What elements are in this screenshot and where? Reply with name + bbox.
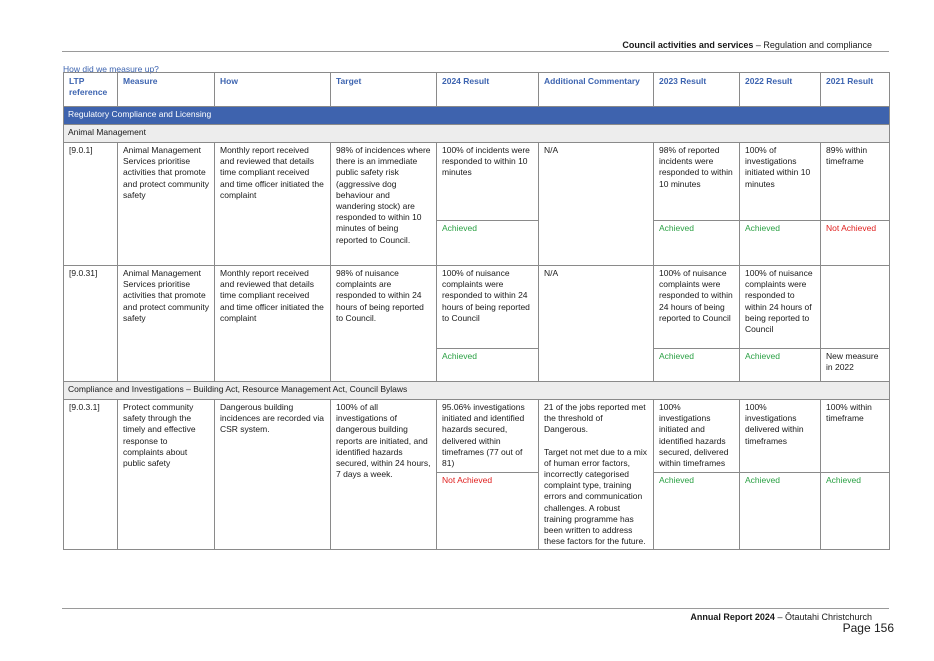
- col-how: How: [215, 73, 331, 107]
- col-2023-result: 2023 Result: [654, 73, 740, 107]
- col-additional-commentary: Additional Commentary: [539, 73, 654, 107]
- cell-2024-result: 100% of incidents were responded to within 10 minutes: [437, 143, 539, 221]
- cell-commentary: N/A: [539, 266, 654, 382]
- group-row-animal: [64, 125, 890, 143]
- cell-ref: [9.0.31]: [64, 266, 118, 382]
- status-2024: Achieved: [437, 349, 539, 382]
- col-ltp-reference: LTP reference: [64, 73, 118, 107]
- cell-how: Monthly report received and reviewed that details time compliant received and time officer initiated the complaint: [215, 266, 331, 382]
- cell-target: 98% of nuisance complaints are responded to within 24 hours of being reported to Council.: [331, 266, 437, 382]
- cell-measure: Animal Management Services prioritise activities that promote and protect community safety: [118, 143, 215, 266]
- cell-2023-result: 100% of nuisance complaints were responded to within 24 hours of being reported to Council: [654, 266, 740, 349]
- cell-ref: [9.0.3.1]: [64, 400, 118, 550]
- col-2021-result: 2021 Result: [821, 73, 890, 107]
- status-2023: Achieved: [654, 349, 740, 382]
- header-rule: [62, 51, 889, 52]
- cell-target: 100% of all investigations of dangerous building reports are initiated, and identified hazards secured, within 24 hours, 7 days a week.: [331, 400, 437, 550]
- cell-ref: [9.0.1]: [64, 143, 118, 266]
- cell-2021-result: 89% within timeframe: [821, 143, 890, 221]
- header-subsection: – Regulation and compliance: [753, 40, 872, 50]
- cell-2024-result: 100% of nuisance complaints were responded to within 24 hours of being reported to Council: [437, 266, 539, 349]
- cell-2022-result: 100% of investigations initiated within 10 minutes: [740, 143, 821, 221]
- status-2021: New measure in 2022: [821, 349, 890, 382]
- group-animal-management: Animal Management: [64, 125, 890, 143]
- cell-commentary: [539, 400, 654, 550]
- group-compliance-investigations: Compliance and Investigations – Building Act, Resource Management Act, Council Bylaws: [64, 382, 890, 400]
- status-2022: Achieved: [740, 221, 821, 266]
- cell-2021-result: 100% within timeframe: [821, 400, 890, 473]
- cell-2022-result: 100% investigations delivered within timeframes: [740, 400, 821, 473]
- cell-2021-result: [821, 266, 890, 349]
- cell-measure: Protect community safety through the timely and effective response to complaints about public safety: [118, 400, 215, 550]
- commentary-para-2: Target not met due to a mix of human error factors, incorrectly categorised complaint type, training errors and communication challenges. A robust training programme has been written to address these factors for the future.: [544, 446, 647, 547]
- cell-how: Dangerous building incidences are recorded via CSR system.: [215, 400, 331, 550]
- status-2024: Achieved: [437, 221, 539, 266]
- table-row: [64, 400, 890, 473]
- cell-2022-result: 100% of nuisance complaints were responded to within 24 hours of being reported to Council: [740, 266, 821, 349]
- status-2023: Achieved: [654, 221, 740, 266]
- table-header-row: [64, 73, 890, 107]
- col-target: Target: [331, 73, 437, 107]
- table-row: [64, 143, 890, 221]
- cell-2023-result: 100% investigations initiated and identified hazards secured, delivered within timeframes: [654, 400, 740, 473]
- status-2021: Achieved: [821, 473, 890, 550]
- status-2021: Not Achieved: [821, 221, 890, 266]
- group-row-compliance: [64, 382, 890, 400]
- results-table: [63, 72, 890, 550]
- status-2022: Achieved: [740, 349, 821, 382]
- status-2023: Achieved: [654, 473, 740, 550]
- commentary-para-1: 21 of the jobs reported met the threshold of Dangerous.: [544, 402, 646, 435]
- status-2022: Achieved: [740, 473, 821, 550]
- col-2024-result: 2024 Result: [437, 73, 539, 107]
- cell-measure: Animal Management Services prioritise activities that promote and protect community safety: [118, 266, 215, 382]
- cell-2023-result: 98% of reported incidents were responded to within 10 minutes: [654, 143, 740, 221]
- footer-rule: [62, 608, 889, 609]
- col-measure: Measure: [118, 73, 215, 107]
- cell-how: Monthly report received and reviewed that details time compliant received and time officer initiated the complaint: [215, 143, 331, 266]
- cell-target: 98% of incidences where there is an immediate public safety risk (aggressive dog behaviour and wandering stock) are responded to within 10 minutes of being reported to Council.: [331, 143, 437, 266]
- footer-report-title: Annual Report 2024: [690, 612, 775, 622]
- footer-location: – Ōtautahi Christchurch: [774, 612, 872, 622]
- header-section: Council activities and services: [622, 40, 754, 50]
- section-band-row: [64, 107, 890, 125]
- cell-2024-result: 95.06% investigations initiated and identified hazards secured, delivered within timeframes (77 out of 81): [437, 400, 539, 473]
- table-row: [64, 266, 890, 349]
- section-band: Regulatory Compliance and Licensing: [64, 107, 890, 125]
- col-2022-result: 2022 Result: [740, 73, 821, 107]
- status-2024: Not Achieved: [437, 473, 539, 550]
- page-header: [622, 40, 872, 50]
- cell-commentary: N/A: [539, 143, 654, 266]
- section-subtitle: How did we measure up?: [63, 64, 159, 74]
- page-number: Page 156: [842, 621, 894, 635]
